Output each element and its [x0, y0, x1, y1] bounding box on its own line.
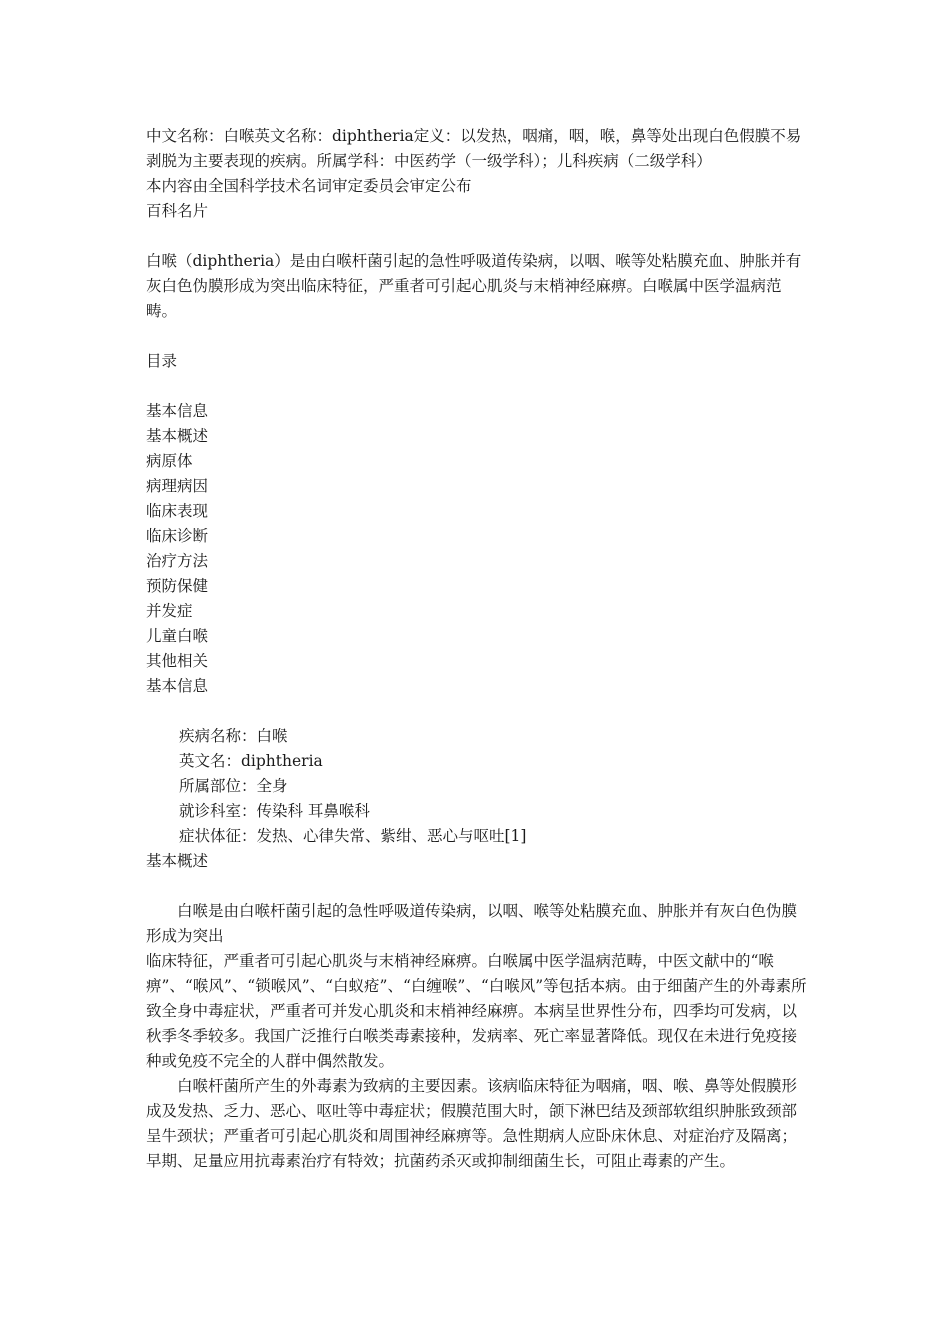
- english-name: 英文名：diphtheria: [179, 752, 323, 770]
- spacer: [146, 374, 811, 399]
- symptoms: 症状体征：发热、心律失常、紫绀、恶心与呕吐[1]: [179, 827, 527, 845]
- overview-paragraph-2: 白喉杆菌所产生的外毒素为致病的主要因素。该病临床特征为咽痛，咽、喉、鼻等处假膜形成及发热、乏力、恶心、呕吐等中毒症状；假膜范围大时，颌下淋巴结及颈部软组织肿胀致颈部呈牛颈状；严重者可引起心肌炎和周围神经麻痹等。急性期病人应卧床休息、对症治疗及隔离；早期、足量应用抗毒素治疗有特效；抗菌药杀灭或抑制细菌生长，可阻止毒素的产生。: [146, 1077, 798, 1170]
- toc-item-pathogen[interactable]: 病原体: [146, 452, 193, 470]
- section-heading-overview: 基本概述: [146, 852, 209, 870]
- body-part: 所属部位：全身: [179, 777, 288, 795]
- toc-item-prevention[interactable]: 预防保健: [146, 577, 209, 595]
- toc-item-childhood[interactable]: 儿童白喉: [146, 627, 209, 645]
- spacer: [146, 324, 811, 349]
- section-heading-basic-info: 基本信息: [146, 677, 209, 695]
- table-of-contents: [146, 399, 811, 674]
- department: 就诊科室：传染科 耳鼻喉科: [179, 802, 370, 820]
- toc-title: 目录: [146, 352, 178, 370]
- intro-paragraph: 白喉（diphtheria）是由白喉杆菌引起的急性呼吸道传染病，以咽、喉等处粘膜充血、肿胀并有灰白色伪膜形成为突出临床特征，严重者可引起心肌炎与末梢神经麻痹。白喉属中医学温病范畴。: [146, 252, 802, 320]
- overview-paragraph-1-first: 白喉是由白喉杆菌引起的急性呼吸道传染病，以咽、喉等处粘膜充血、肿胀并有灰白色伪膜形成为突出: [146, 902, 798, 945]
- spacer: [146, 224, 811, 249]
- card-title: 百科名片: [146, 202, 209, 220]
- approval-note: 本内容由全国科学技术名词审定委员会审定公布: [146, 177, 472, 195]
- basic-info-block: [146, 724, 811, 849]
- definition-text: 中文名称：白喉英文名称：diphtheria定义：以发热，咽痛，咽，喉，鼻等处出现白色假膜不易剥脱为主要表现的疾病。所属学科：中医药学（一级学科）；儿科疾病（二级学科）: [146, 127, 802, 170]
- toc-item-diagnosis[interactable]: 临床诊断: [146, 527, 209, 545]
- disease-name: 疾病名称：白喉: [179, 727, 288, 745]
- toc-item-overview[interactable]: 基本概述: [146, 427, 209, 445]
- toc-item-basic-info[interactable]: 基本信息: [146, 402, 209, 420]
- overview-paragraph-1-rest: 临床特征，严重者可引起心肌炎与末梢神经麻痹。白喉属中医学温病范畴，中医文献中的“喉痹”、“喉风”、“锁喉风”、“白蚁疮”、“白缠喉”、“白喉风”等包括本病。由于细菌产生的外毒素所致全身中毒症状，严重者可并发心肌炎和末梢神经麻痹。本病呈世界性分布，四季均可发病，以秋季冬季较多。我国广泛推行白喉类毒素接种，发病率、死亡率显著降低。现仅在未进行免疫接种或免疫不完全的人群中偶然散发。: [146, 952, 807, 1070]
- spacer: [146, 699, 811, 724]
- toc-item-treatment[interactable]: 治疗方法: [146, 552, 209, 570]
- toc-item-etiology[interactable]: 病理病因: [146, 477, 209, 495]
- toc-item-clinical-manifestation[interactable]: 临床表现: [146, 502, 209, 520]
- toc-item-other[interactable]: 其他相关: [146, 652, 209, 670]
- document-content: [146, 124, 811, 1174]
- toc-item-complications[interactable]: 并发症: [146, 602, 193, 620]
- spacer: [146, 874, 811, 899]
